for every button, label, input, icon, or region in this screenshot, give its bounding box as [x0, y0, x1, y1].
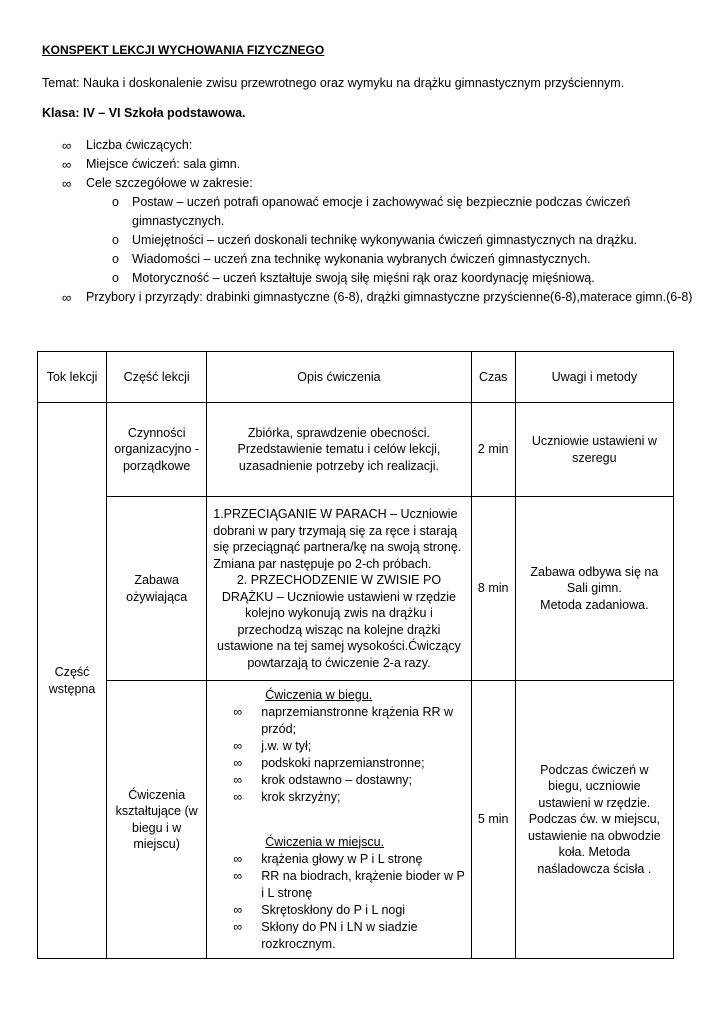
table-row: [38, 681, 674, 959]
infinity-bullet-icon: ∞: [233, 868, 243, 883]
infinity-bullet-icon: ∞: [233, 755, 243, 770]
method-text: Metoda zadaniowa.: [540, 597, 649, 612]
list-item: [62, 174, 702, 288]
goals-list: [86, 193, 702, 288]
header-uwagi: Uwagi i metody: [515, 352, 673, 403]
description-cell: Zbiórka, sprawdzenie obecności. Przedstawienie tematu i celów lekcji, uzasadnienie potrzeby ich realizacji.: [207, 403, 471, 497]
goal-item: [86, 193, 702, 231]
goal-text: Postaw – uczeń potrafi opanować emocje i zachowywać się bezpiecznie podczas ćwiczeń gimnastycznych.: [132, 195, 631, 228]
exercise-1-text: 1.PRZECIĄGANIE W PARACH – Uczniowie dobrani w pary trzymają się za ręce i starają się przeciągnąć partnera/kę na swoją stronę. Zmiana par następuje po 2-ch próbach.: [213, 507, 462, 571]
info-list: [62, 136, 702, 307]
part-cell: Ćwiczenia kształtujące (w biegu i w miejscu): [107, 681, 207, 959]
time-cell: 5 min: [471, 681, 515, 959]
header-tok: Tok lekcji: [38, 352, 107, 403]
notes-cell: Podczas ćwiczeń w biegu, uczniowie ustawieni w rzędzie. Podczas ćw. w miejscu, ustawienie na obwodzie koła. Metoda naśladowcza ścisła .: [515, 681, 673, 959]
document-title: KONSPEKT LEKCJI WYCHOWANIA FIZYCZNEGO: [42, 43, 325, 57]
class-level: Klasa: IV – VI Szkoła podstawowa.: [42, 106, 246, 120]
goal-text: Wiadomości – uczeń zna technikę wykonania wybranych ćwiczeń gimnastycznych.: [132, 252, 591, 266]
equipment: Przybory i przyrządy: drabinki gimnastyczne (6-8), drążki gimnastyczne przyścienne(6-8),materace gimn.(6-8): [86, 290, 693, 304]
part-cell: Zabawa ożywiająca: [107, 497, 207, 681]
list-item: ∞ krążenia głowy w P i L stronę: [233, 851, 423, 866]
goal-text: Motoryczność – uczeń kształtuje swoją siłę mięśni rąk oraz koordynację mięśniową.: [132, 271, 595, 285]
exercise-place: Miejsce ćwiczeń: sala gimn.: [86, 157, 241, 171]
infinity-bullet-icon: ∞: [233, 738, 243, 753]
infinity-bullet-icon: ∞: [62, 157, 72, 172]
list-item: ∞ krok skrzyżny;: [233, 789, 341, 804]
infinity-bullet-icon: ∞: [233, 704, 243, 719]
time-cell: 8 min: [471, 497, 515, 681]
notes-cell: Uczniowie ustawieni w szeregu: [515, 403, 673, 497]
place-heading: Ćwiczenia w miejscu.: [265, 834, 385, 849]
section-cell: Część wstępna: [38, 403, 107, 959]
infinity-bullet-icon: ∞: [62, 138, 72, 153]
list-item: ∞ naprzemianstronne krążenia RR w przód;: [233, 704, 454, 736]
goal-item: [86, 269, 702, 288]
list-item: ∞ RR na biodrach, krążenie bioder w P i L stronę: [233, 868, 465, 900]
table-row: [38, 403, 674, 497]
infinity-bullet-icon: ∞: [233, 772, 243, 787]
list-item: [62, 288, 702, 307]
infinity-bullet-icon: ∞: [233, 789, 243, 804]
description-cell: [207, 681, 471, 959]
list-item: ∞ Skrętoskłony do P i L nogi: [233, 902, 406, 917]
list-item: ∞ Skłony do PN i LN w siadzie rozkrocznym.: [233, 919, 418, 951]
infinity-bullet-icon: ∞: [62, 176, 72, 191]
header-czas: Czas: [471, 352, 515, 403]
place-list: [213, 851, 464, 953]
header-opis: Opis ćwiczenia: [207, 352, 471, 403]
participants-count: Liczba ćwiczących:: [86, 138, 193, 152]
infinity-bullet-icon: ∞: [62, 290, 72, 305]
circle-bullet-icon: o: [112, 233, 119, 247]
lesson-topic: Temat: Nauka i doskonalenie zwisu przewrotnego oraz wymyku na drążku gimnastycznym przyściennym.: [42, 76, 625, 90]
goal-item: [86, 231, 702, 250]
part-cell: Czynności organizacyjno - porządkowe: [107, 403, 207, 497]
header-czesc: Część lekcji: [107, 352, 207, 403]
table-header-row: [38, 352, 674, 403]
goals-heading: Cele szczegółowe w zakresie:: [86, 176, 253, 190]
running-list: [213, 704, 464, 806]
circle-bullet-icon: o: [112, 271, 119, 285]
list-item: ∞ krok odstawno – dostawny;: [233, 772, 413, 787]
notes-cell: [515, 497, 673, 681]
goal-item: [86, 250, 702, 269]
list-item: ∞ j.w. w tył;: [233, 738, 312, 753]
table-row: [38, 497, 674, 681]
infinity-bullet-icon: ∞: [233, 919, 243, 934]
circle-bullet-icon: o: [112, 195, 119, 209]
notes-text: Zabawa odbywa się na Sali gimn.: [530, 564, 659, 596]
time-cell: 2 min: [471, 403, 515, 497]
description-cell: [207, 497, 471, 681]
circle-bullet-icon: o: [112, 252, 119, 266]
infinity-bullet-icon: ∞: [233, 851, 243, 866]
goal-text: Umiejętności – uczeń doskonali technikę wykonywania ćwiczeń gimnastycznych na drążku.: [132, 233, 638, 247]
list-item: [62, 136, 702, 155]
list-item: ∞ podskoki naprzemianstronne;: [233, 755, 425, 770]
list-item: [62, 155, 702, 174]
exercise-2-text: 2. PRZECHODZENIE W ZWISIE PO DRĄŻKU – Uczniowie ustawieni w rzędzie kolejno wykonują zwis na drążku i przechodzą wisząc na kolejne drążki ustawione na tej samej wysokości.Ćwiczący powtarzają to ćwiczenie 2-a razy.: [217, 573, 461, 670]
running-heading: Ćwiczenia w biegu.: [265, 687, 373, 702]
infinity-bullet-icon: ∞: [233, 902, 243, 917]
lesson-table: [37, 351, 674, 959]
